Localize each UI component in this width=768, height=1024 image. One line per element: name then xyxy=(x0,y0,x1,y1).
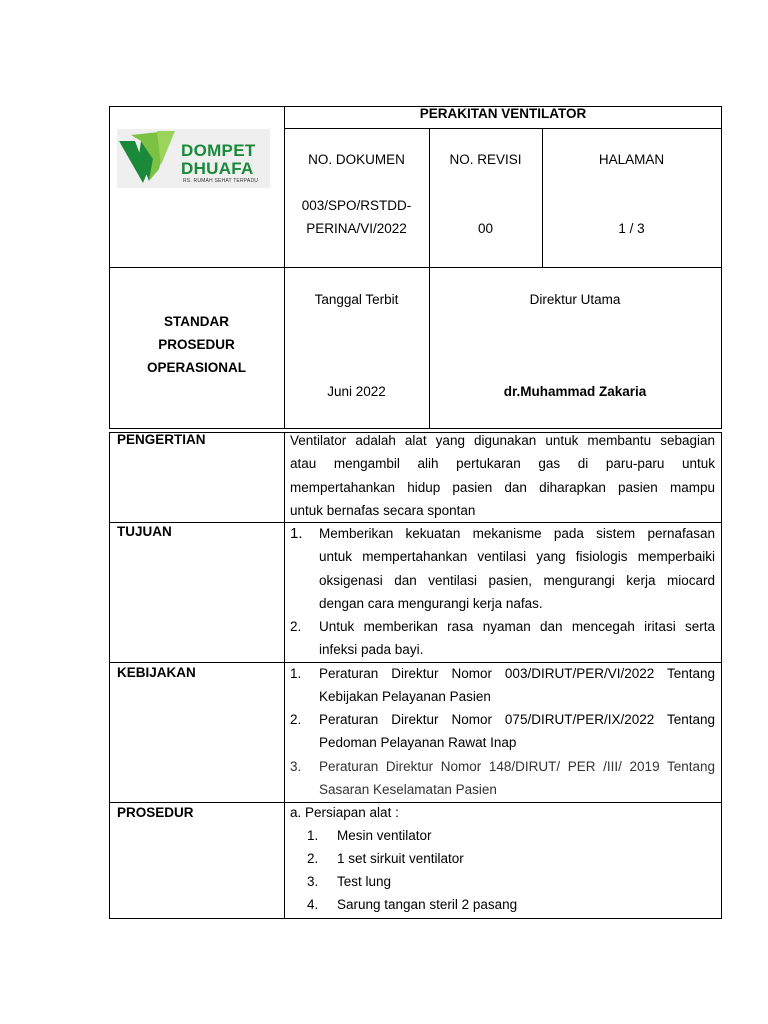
kebijakan-line: Peraturan Direktur Nomor 003/DIRUT/PER/VI/2022 Tentang xyxy=(319,666,715,681)
prosedur-item-text: 1 set sirkuit ventilator xyxy=(337,851,464,866)
sop-title-line3: OPERASIONAL xyxy=(146,360,246,375)
issue-date-label: Tanggal Terbit xyxy=(314,292,399,307)
prosedur-subheading: a. Persiapan alat : xyxy=(290,805,399,820)
kebijakan-item-number: 3. xyxy=(290,759,302,774)
doc-number-value-line2: PERINA/VI/2022 xyxy=(306,221,407,236)
prosedur-item-text: Mesin ventilator xyxy=(337,828,432,843)
kebijakan-line: Peraturan Direktur Nomor 075/DIRUT/PER/IX/2022 Tentang xyxy=(319,712,715,727)
page-value: 1 / 3 xyxy=(618,221,645,236)
tujuan-item-text xyxy=(319,522,715,615)
page-label: HALAMAN xyxy=(598,152,665,167)
kebijakan-item-text xyxy=(319,662,715,709)
pengertian-line: untuk bernafas secara spontan xyxy=(290,502,476,518)
sop-title-line1: STANDAR xyxy=(164,314,229,329)
tujuan-line: Memberikan kekuatan mekanisme pada sistem pernafasan xyxy=(319,526,715,541)
pengertian-line: Ventilator adalah alat yang digunakan untuk membantu sebagian xyxy=(290,433,715,448)
prosedur-item-number: 1. xyxy=(307,828,319,843)
kebijakan-item-number: 2. xyxy=(290,712,302,727)
issue-date-value: Juni 2022 xyxy=(327,384,386,399)
sop-title-line2: PROSEDUR xyxy=(158,337,235,352)
kebijakan-line: Kebijakan Pelayanan Pasien xyxy=(319,689,491,705)
section-label-pengertian: PENGERTIAN xyxy=(117,432,206,447)
prosedur-item-number: 4. xyxy=(307,897,319,912)
section-label-prosedur: PROSEDUR xyxy=(117,805,194,820)
logo-text-dhuafa: DHUAFA xyxy=(181,159,254,178)
pengertian-text xyxy=(290,429,715,522)
kebijakan-line: Pedoman Pelayanan Rawat Inap xyxy=(319,735,517,751)
section-label-kebijakan: KEBIJAKAN xyxy=(117,665,196,680)
logo-text-dompet: DOMPET xyxy=(181,141,256,160)
prosedur-item-text: Sarung tangan steril 2 pasang xyxy=(337,897,518,912)
revision-value: 00 xyxy=(477,221,494,236)
director-name: dr.Muhammad Zakaria xyxy=(503,384,647,399)
tujuan-line: oksigenasi dan ventilasi pasien, mengurangi kerja miocard xyxy=(319,572,715,588)
pengertian-line: mempertahankan hidup pasien dan diharapkan pasien mampu xyxy=(290,479,715,495)
tujuan-line: infeksi pada bayi. xyxy=(319,642,424,658)
kebijakan-item-text xyxy=(319,708,715,755)
director-label: Direktur Utama xyxy=(529,292,621,307)
kebijakan-line: Sasaran Keselamatan Pasien xyxy=(319,782,497,798)
doc-number-label: NO. DOKUMEN xyxy=(308,152,405,167)
doc-number-value-line1: 003/SPO/RSTDD- xyxy=(301,198,412,213)
tujuan-item-number: 2. xyxy=(290,619,302,634)
tujuan-line: dengan cara mengurangi kerja nafas. xyxy=(319,595,543,611)
tujuan-line: untuk mempertahankan ventilasi yang fisiologis memperbaiki xyxy=(319,549,715,565)
kebijakan-item-text xyxy=(319,755,715,802)
kebijakan-item-number: 1. xyxy=(290,666,302,681)
prosedur-item-number: 3. xyxy=(307,874,319,889)
logo-emblem-icon xyxy=(117,129,179,188)
pengertian-line: atau mengambil alih pertukaran gas di paru-paru untuk xyxy=(290,456,715,472)
document-title: PERAKITAN VENTILATOR xyxy=(419,106,587,121)
logo-tagline: RS. RUMAH SEHAT TERPADU xyxy=(183,178,259,184)
tujuan-line: Untuk memberikan rasa nyaman dan mencegah iritasi serta xyxy=(319,619,715,634)
tujuan-item-text xyxy=(319,615,715,662)
revision-label: NO. REVISI xyxy=(449,152,522,167)
hospital-logo xyxy=(117,129,270,188)
prosedur-item-number: 2. xyxy=(307,851,319,866)
section-label-tujuan: TUJUAN xyxy=(117,524,172,539)
kebijakan-line: Peraturan Direktur Nomor 148/DIRUT/ PER /III/ 2019 Tentang xyxy=(319,759,715,774)
tujuan-item-number: 1. xyxy=(290,525,303,542)
prosedur-item-text: Test lung xyxy=(337,874,392,889)
